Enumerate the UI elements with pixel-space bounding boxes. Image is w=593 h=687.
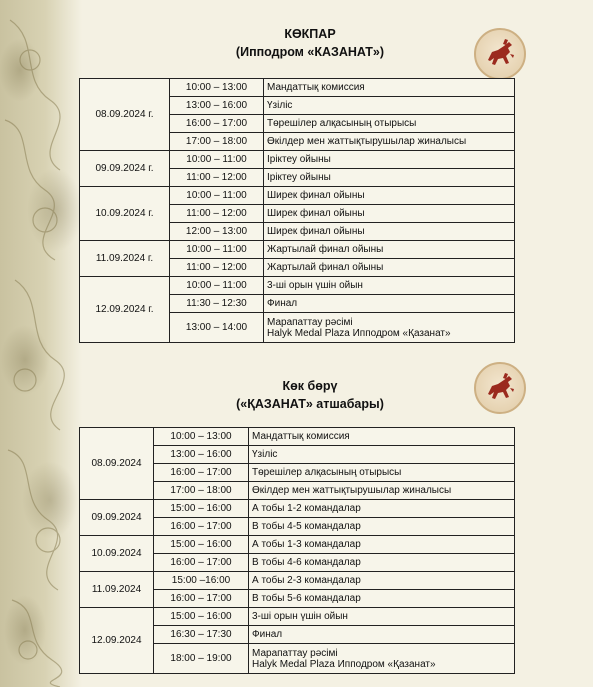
- time-cell: 10:00 – 13:00: [154, 428, 249, 446]
- table-row: [80, 79, 515, 97]
- time-cell: 10:00 – 11:00: [170, 151, 264, 169]
- event-cell: Мандаттық комиссия: [249, 428, 515, 446]
- section2-title: Көк бөрү: [282, 379, 338, 393]
- date-cell: 12.09.2024: [80, 608, 154, 674]
- time-cell: 16:30 – 17:30: [154, 626, 249, 644]
- event-cell: [249, 644, 515, 674]
- event-cell: А тобы 1-2 командалар: [249, 500, 515, 518]
- event-cell: Үзіліс: [264, 97, 515, 115]
- event-cell: Ширек финал ойыны: [264, 223, 515, 241]
- event-cell: Іріктеу ойыны: [264, 151, 515, 169]
- time-cell: 16:00 – 17:00: [170, 115, 264, 133]
- time-cell: 15:00 – 16:00: [154, 536, 249, 554]
- event-cell: Төрешілер алқасының отырысы: [249, 464, 515, 482]
- table-row: [80, 608, 515, 626]
- time-cell: 15:00 –16:00: [154, 572, 249, 590]
- time-cell: 17:00 – 18:00: [154, 482, 249, 500]
- event-cell: Өкілдер мен жаттықтырушылар жиналысы: [264, 133, 515, 151]
- schedule-table-kokpar: [79, 78, 515, 343]
- table-row: [80, 572, 515, 590]
- decorative-ornament-border: [0, 0, 82, 687]
- table-row: [80, 500, 515, 518]
- date-cell: 08.09.2024: [80, 428, 154, 500]
- time-cell: 10:00 – 11:00: [170, 241, 264, 259]
- date-cell: 08.09.2024 г.: [80, 79, 170, 151]
- table-row: [80, 428, 515, 446]
- event-cell: Финал: [264, 295, 515, 313]
- section2-subtitle: («ҚАЗАНАТ» атшабары): [236, 397, 384, 411]
- time-cell: 17:00 – 18:00: [170, 133, 264, 151]
- time-cell: 10:00 – 13:00: [170, 79, 264, 97]
- time-cell: 13:00 – 14:00: [170, 313, 264, 343]
- table-row: [80, 536, 515, 554]
- event-cell: В тобы 4-6 командалар: [249, 554, 515, 572]
- event-cell: В тобы 4-5 командалар: [249, 518, 515, 536]
- event-cell: Іріктеу ойыны: [264, 169, 515, 187]
- date-cell: 12.09.2024 г.: [80, 277, 170, 343]
- event-cell: Жартылай финал ойыны: [264, 241, 515, 259]
- event-cell: Өкілдер мен жаттықтырушылар жиналысы: [249, 482, 515, 500]
- date-cell: 09.09.2024: [80, 500, 154, 536]
- time-cell: 18:00 – 19:00: [154, 644, 249, 674]
- event-cell: В тобы 5-6 командалар: [249, 590, 515, 608]
- time-cell: 11:00 – 12:00: [170, 169, 264, 187]
- time-cell: 10:00 – 11:00: [170, 277, 264, 295]
- date-cell: 10.09.2024 г.: [80, 187, 170, 241]
- time-cell: 13:00 – 16:00: [154, 446, 249, 464]
- date-cell: 10.09.2024: [80, 536, 154, 572]
- event-venue-line: Halyk Medal Plaza Ипподром «Қазанат»: [267, 327, 451, 339]
- event-cell: А тобы 2-3 командалар: [249, 572, 515, 590]
- event-cell: Жартылай финал ойыны: [264, 259, 515, 277]
- time-cell: 16:00 – 17:00: [154, 590, 249, 608]
- time-cell: 10:00 – 11:00: [170, 187, 264, 205]
- event-cell: Ширек финал ойыны: [264, 205, 515, 223]
- time-cell: 12:00 – 13:00: [170, 223, 264, 241]
- time-cell: 16:00 – 17:00: [154, 554, 249, 572]
- time-cell: 16:00 – 17:00: [154, 464, 249, 482]
- event-line: Марапаттау рәсімі: [267, 316, 353, 328]
- kazanat-logo-icon: [474, 362, 526, 414]
- table-row: [80, 151, 515, 169]
- time-cell: 16:00 – 17:00: [154, 518, 249, 536]
- time-cell: 15:00 – 16:00: [154, 500, 249, 518]
- section1-title: КӨКПАР: [284, 27, 336, 41]
- date-cell: 09.09.2024 г.: [80, 151, 170, 187]
- event-cell: [264, 313, 515, 343]
- kazanat-logo-icon: [474, 28, 526, 80]
- event-cell: Үзіліс: [249, 446, 515, 464]
- table-row: [80, 277, 515, 295]
- event-line: Марапаттау рәсімі: [252, 647, 338, 659]
- event-cell: 3-ші орын үшін ойын: [249, 608, 515, 626]
- time-cell: 13:00 – 16:00: [170, 97, 264, 115]
- time-cell: 11:00 – 12:00: [170, 259, 264, 277]
- event-cell: 3-ші орын үшін ойын: [264, 277, 515, 295]
- event-venue-line: Halyk Medal Plaza Ипподром «Қазанат»: [252, 658, 436, 670]
- date-cell: 11.09.2024: [80, 572, 154, 608]
- time-cell: 15:00 – 16:00: [154, 608, 249, 626]
- event-cell: Ширек финал ойыны: [264, 187, 515, 205]
- event-cell: А тобы 1-3 командалар: [249, 536, 515, 554]
- date-cell: 11.09.2024 г.: [80, 241, 170, 277]
- table-row: [80, 187, 515, 205]
- time-cell: 11:30 – 12:30: [170, 295, 264, 313]
- time-cell: 11:00 – 12:00: [170, 205, 264, 223]
- event-cell: Мандаттық комиссия: [264, 79, 515, 97]
- schedule-table-kokboru: [79, 427, 515, 674]
- table-row: [80, 241, 515, 259]
- event-cell: Төрешілер алқасының отырысы: [264, 115, 515, 133]
- event-cell: Финал: [249, 626, 515, 644]
- section1-subtitle: (Ипподром «КАЗАНАТ»): [235, 45, 385, 59]
